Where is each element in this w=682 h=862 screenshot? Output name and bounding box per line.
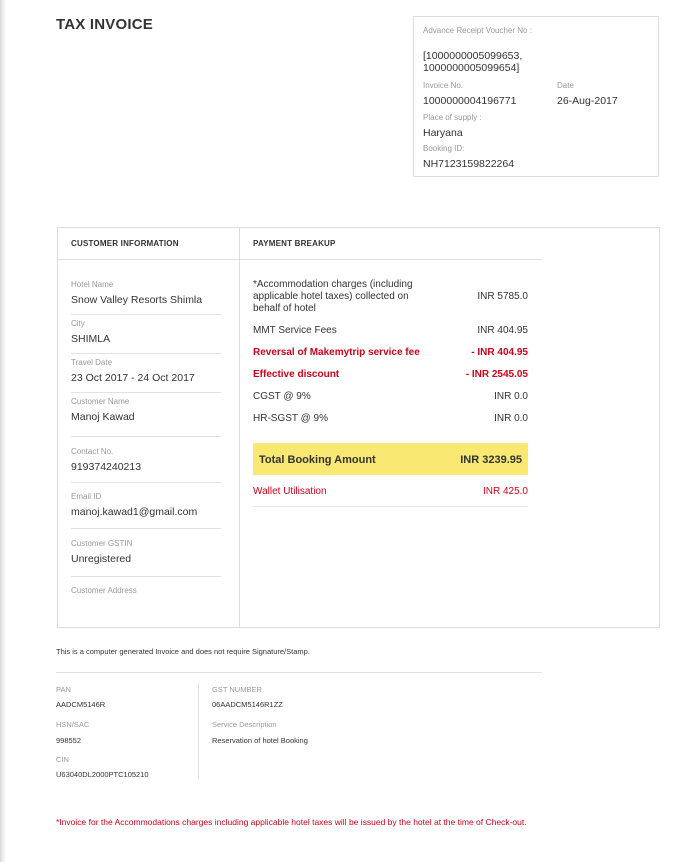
disclaimer-text: This is a computer generated Invoice and does not require Signature/Stamp.: [56, 647, 310, 656]
column-divider: [239, 228, 240, 627]
field-value: SHIMLA: [71, 333, 111, 345]
advance-receipt-value: [1000000005099653, 1000000005099654]: [423, 50, 523, 74]
pan-value: AADCM5146R: [56, 700, 106, 709]
sgst-amount: INR 0.0: [494, 413, 528, 424]
page-shadow: [0, 0, 6, 862]
hsn-label: HSN/SAC: [56, 720, 90, 729]
field-label: City: [71, 319, 85, 328]
invoice-no-label: Invoice No.: [423, 81, 464, 90]
discount-label: Effective discount: [253, 369, 340, 380]
payment-breakup-heading: PAYMENT BREAKUP: [253, 239, 336, 248]
cgst-label: CGST @ 9%: [253, 391, 311, 402]
field-value: Snow Valley Resorts Shimla: [71, 294, 203, 306]
field-rule: [71, 528, 221, 529]
invoice-no-value: 1000000004196771: [423, 95, 517, 107]
reversal-amount: - INR 404.95: [471, 347, 528, 358]
field-rule: [71, 392, 221, 393]
accommodation-amount: INR 5785.0: [477, 291, 528, 302]
service-description-value: Reservation of hotel Booking: [212, 736, 308, 745]
reversal-row: [253, 347, 528, 359]
advance-receipt-label: Advance Receipt Voucher No :: [423, 26, 532, 35]
customer-field-city: [71, 319, 221, 345]
field-value: 23 Oct 2017 - 24 Oct 2017: [71, 372, 195, 384]
customer-info-heading: CUSTOMER INFORMATION: [71, 239, 179, 248]
cgst-amount: INR 0.0: [494, 391, 528, 402]
discount-amount: - INR 2545.05: [465, 369, 528, 380]
customer-field-address: [71, 586, 221, 600]
page-title: TAX INVOICE: [56, 16, 153, 33]
accommodation-row: [253, 279, 528, 315]
date-value: 26-Aug-2017: [557, 95, 618, 107]
field-label: Hotel Name: [71, 280, 114, 289]
booking-id-value: NH7123159822264: [423, 158, 515, 170]
date-label: Date: [557, 81, 574, 90]
cin-label: CIN: [56, 755, 69, 764]
service-description-label: Service Description: [212, 720, 277, 729]
wallet-row: [253, 486, 528, 498]
customer-field-name: [71, 397, 221, 423]
place-of-supply-label: Place of supply :: [423, 113, 482, 122]
total-amount: INR 3239.95: [460, 454, 522, 466]
customer-heading-rule: [58, 259, 239, 260]
cgst-row: [253, 391, 528, 403]
mmt-fee-label: MMT Service Fees: [253, 325, 337, 336]
total-label: Total Booking Amount: [259, 454, 376, 466]
company-top-rule: [56, 672, 542, 673]
sgst-label: HR-SGST @ 9%: [253, 413, 328, 424]
field-value: 919374240213: [71, 461, 142, 473]
booking-id-label: Booking ID:: [423, 144, 465, 153]
payment-heading-rule: [240, 259, 542, 260]
field-label: Travel Date: [71, 358, 113, 367]
customer-field-email: [71, 492, 221, 518]
mmt-fee-row: [253, 325, 528, 337]
field-value: Unregistered: [71, 553, 132, 565]
field-label: Customer Address: [71, 586, 137, 595]
company-divider: [198, 683, 199, 779]
customer-field-travel-date: [71, 358, 221, 384]
field-rule: [71, 482, 221, 483]
field-label: Customer Name: [71, 397, 130, 406]
field-label: Customer GSTIN: [71, 539, 133, 548]
wallet-rule: [253, 506, 528, 507]
mmt-fee-amount: INR 404.95: [477, 325, 528, 336]
accommodation-label: *Accommodation charges (including applicable hotel taxes) collected on behalf of hotel: [253, 279, 413, 314]
customer-field-contact: [71, 447, 221, 473]
pan-label: PAN: [56, 685, 71, 694]
wallet-amount: INR 425.0: [482, 486, 528, 497]
wallet-label: Wallet Utilisation: [253, 486, 327, 497]
field-value: manoj.kawad1@gmail.com: [71, 506, 198, 518]
hsn-value: 998552: [56, 736, 82, 745]
customer-field-hotel: [71, 280, 221, 306]
field-rule: [71, 436, 221, 437]
gst-value: 06AADCM5146R1ZZ: [212, 700, 283, 709]
field-label: Email ID: [71, 492, 102, 501]
field-label: Contact No.: [71, 447, 114, 456]
gst-label: GST NUMBER: [212, 685, 262, 694]
field-rule: [71, 314, 221, 315]
customer-field-gstin: [71, 539, 221, 565]
field-rule: [71, 353, 221, 354]
discount-row: [253, 369, 528, 381]
reversal-label: Reversal of Makemytrip service fee: [253, 347, 420, 358]
place-of-supply-value: Haryana: [423, 127, 463, 139]
sgst-row: [253, 413, 528, 425]
field-value: Manoj Kawad: [71, 411, 135, 423]
footnote-text: *Invoice for the Accommodations charges including applicable hotel taxes will be issued by the hotel at the time of Check-out.: [56, 817, 527, 827]
field-rule: [71, 576, 221, 577]
total-booking-amount-band: [253, 443, 528, 475]
cin-value: U63040DL2000PTC105210: [56, 770, 149, 779]
